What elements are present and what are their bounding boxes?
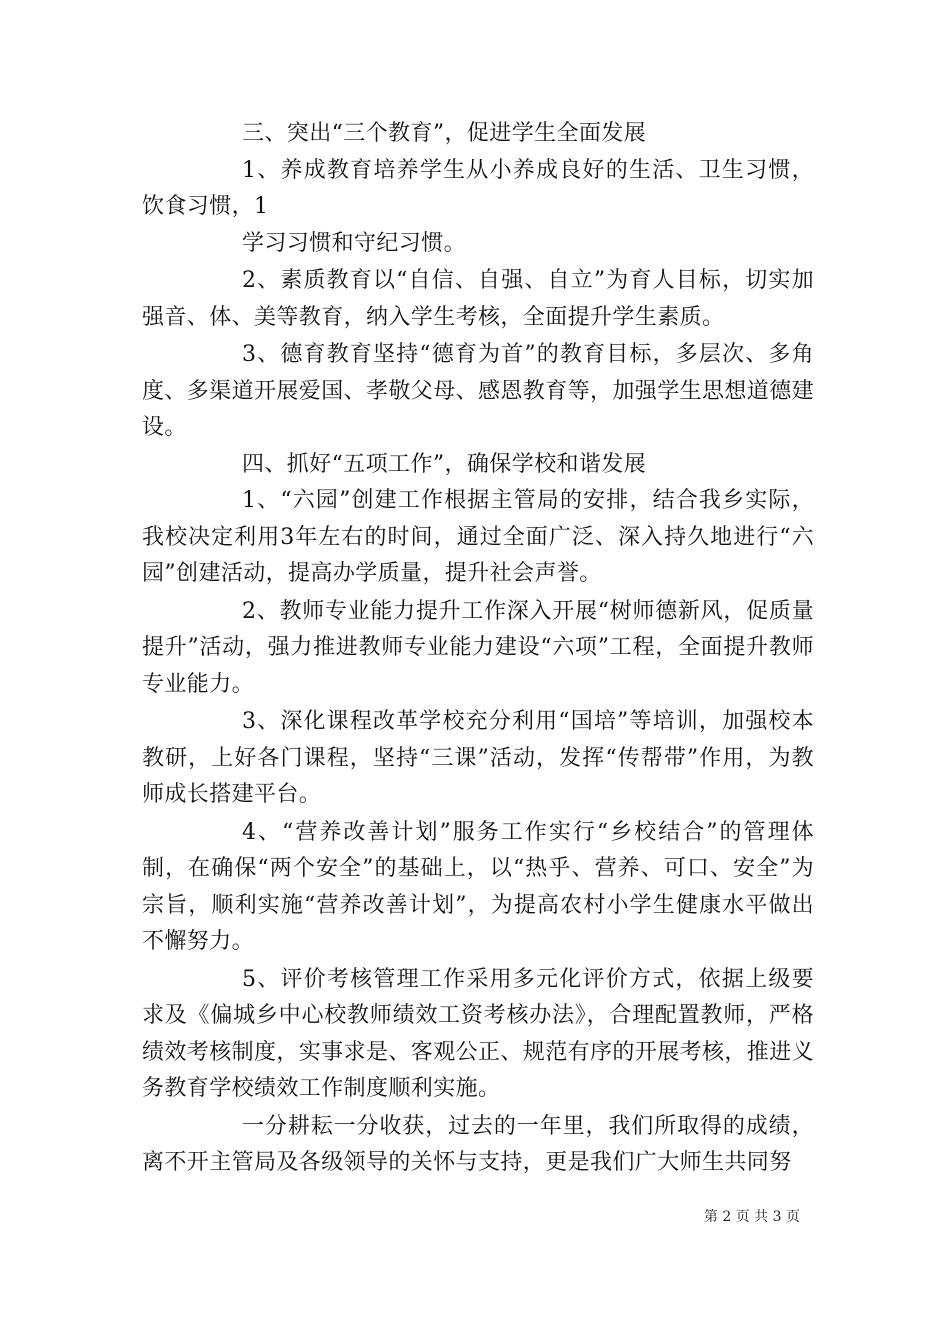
paragraph-quality-education: 2、素质教育以“自信、自强、自立”为育人目标，切实加强音、体、美等教育，纳入学生考核，全面提升学生素质。	[142, 268, 814, 330]
paragraph-teacher-ability: 2、教师专业能力提升工作深入开展“树师德新风，促质量提升”活动，强力推进教师专业能力建设“六项”工程，全面提升教师专业能力。	[142, 598, 814, 697]
paragraph-habit-education: 1、养成教育培养学生从小养成良好的生活、卫生习惯，饮食习惯，1	[142, 157, 814, 219]
paragraph-moral-education: 3、德育教育坚持“德育为首”的教育目标，多层次、多角度、多渠道开展爱国、孝敬父母、感恩教育等，加强学生思想道德建设。	[142, 342, 815, 440]
paragraph-six-gardens: 1、“六园”创建工作根据主管局的安排，结合我乡实际，我校决定利用3年左右的时间，通过全面广泛、深入持久地进行“六园”创建活动，提高办学质量，提升社会声誉。	[142, 488, 814, 586]
paragraph-evaluation: 5、评价考核管理工作采用多元化评价方式，依据上级要求及《偏城乡中心校教师绩效工资考核办法》，合理配置教师，严格绩效考核制度，实事求是、客观公正、规范有序的开展考核，推进义务教育学校绩效工作制度顺利实施。	[142, 966, 815, 1101]
page-number: 第 2 页 共 3 页	[703, 1209, 800, 1225]
section-heading-four: 四、抓好“五项工作”，确保学校和谐发展	[242, 451, 647, 477]
paragraph-nutrition-plan: 4、“营养改善计划”服务工作实行“乡校结合”的管理体制，在确保“两个安全”的基础上，以“热乎、营养、可口、安全”为宗旨，顺利实施“营养改善计划”，为提高农村小学生健康水平做出不懈努力。	[142, 819, 814, 954]
document-body	[142, 116, 814, 1182]
paragraph-conclusion: 一分耕耘一分收获，过去的一年里，我们所取得的成绩，离不开主管局及各级领导的关怀与支持，更是我们广大师生共同努	[142, 1113, 814, 1175]
paragraph-curriculum-reform: 3、深化课程改革学校充分利用“国培”等培训，加强校本教研，上好各门课程，坚持“三课”活动，发挥“传帮带”作用，为教师成长搭建平台。	[142, 709, 814, 807]
section-heading-three: 三、突出“三个教育”，促进学生全面发展	[242, 121, 647, 146]
paragraph-habit-education-continued: 学习习惯和守纪习惯。	[242, 230, 467, 256]
